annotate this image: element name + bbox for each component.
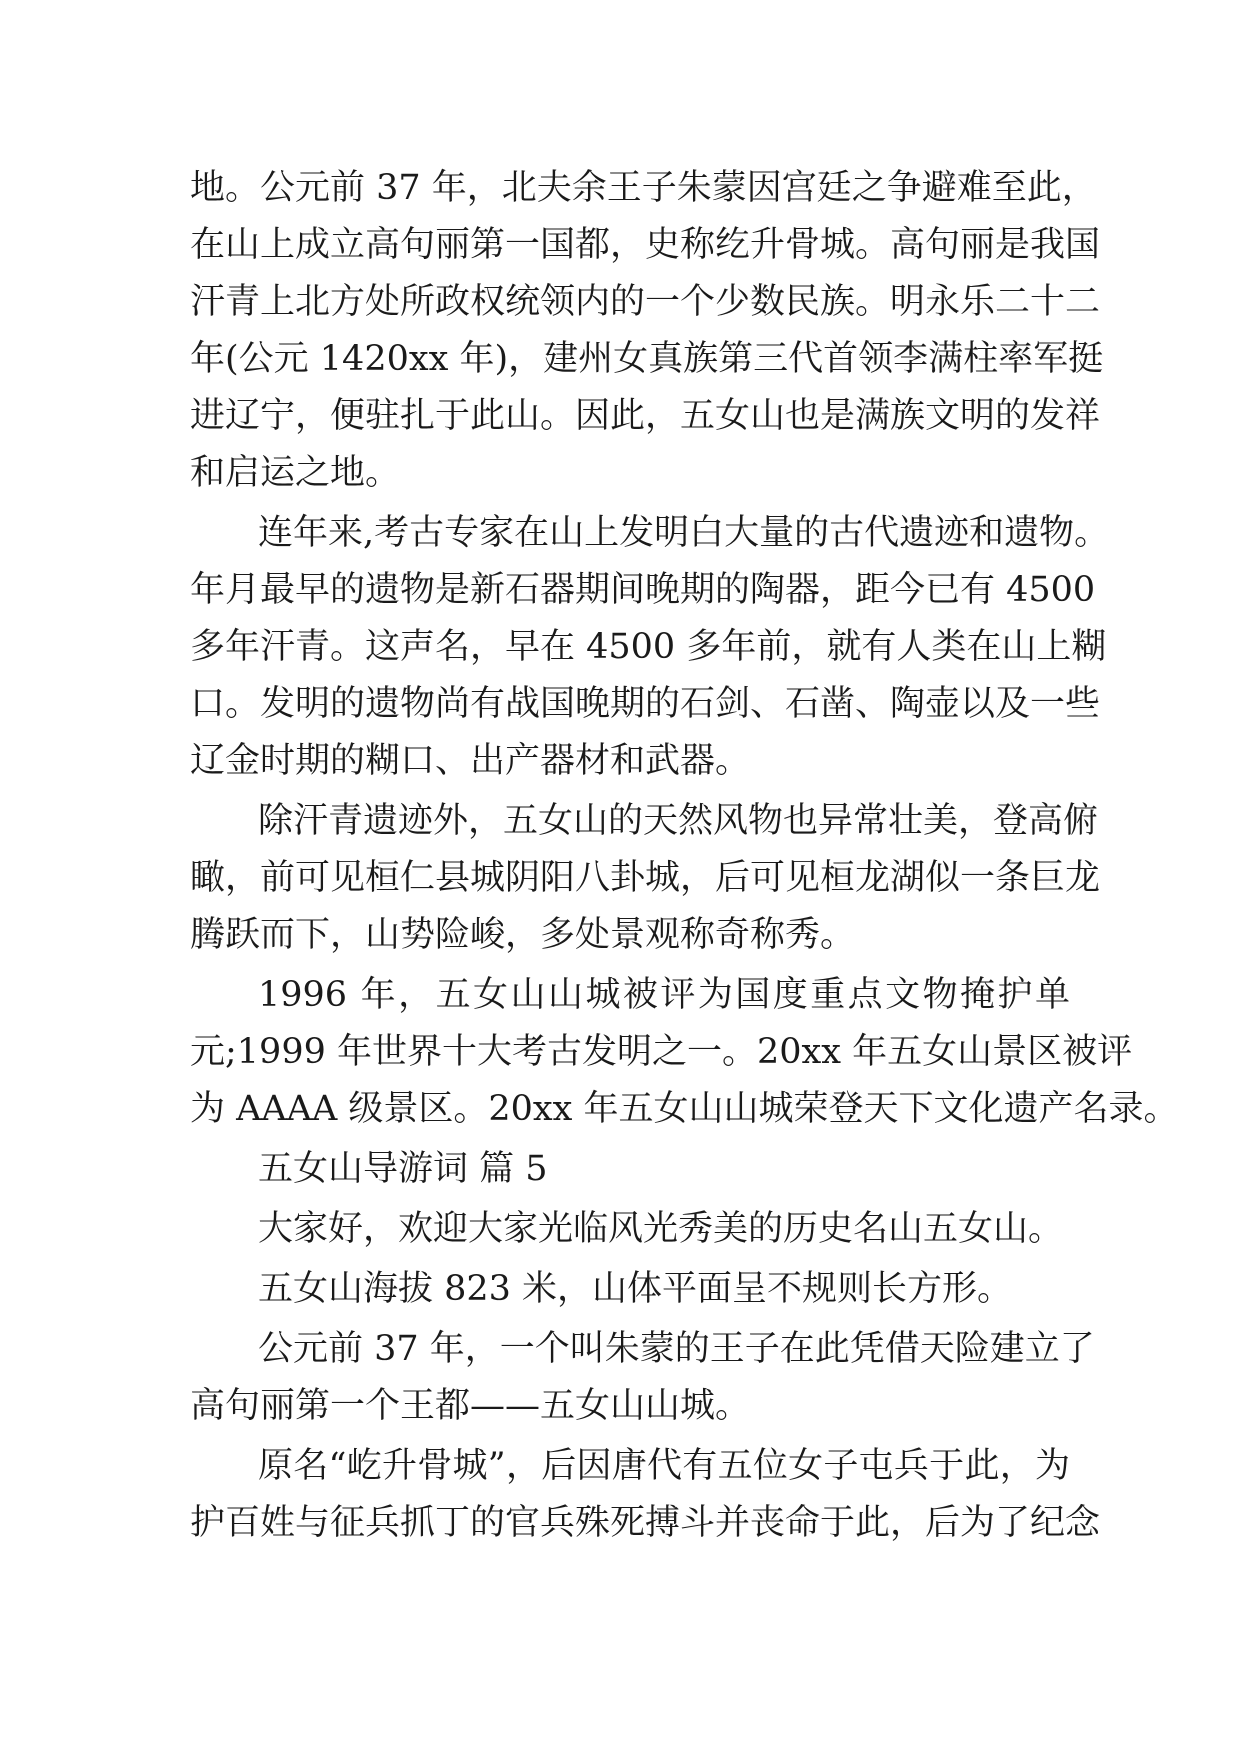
- paragraph-1-line-3: 汗青上北方处所政权统领内的一个少数民族。明永乐二十二: [190, 282, 1101, 322]
- paragraph-7-line-2: 高句丽第一个王都——五女山山城。: [190, 1386, 751, 1426]
- paragraph-4-line-3: 为 AAAA 级景区。20xx 年五女山山城荣登天下文化遗产名录。: [190, 1089, 1179, 1129]
- paragraph-1-line-2: 在山上成立高句丽第一国都，史称纥升骨城。高句丽是我国: [190, 225, 1101, 265]
- paragraph-4-line-1: 1996 年，五女山山城被评为国度重点文物掩护单: [258, 975, 1070, 1015]
- paragraph-1-line-5: 进辽宁，便驻扎于此山。因此，五女山也是满族文明的发祥: [190, 396, 1101, 436]
- paragraph-3-line-2: 瞰，前可见桓仁县城阴阳八卦城，后可见桓龙湖似一条巨龙: [190, 858, 1101, 898]
- paragraph-2-line-2: 年月最早的遗物是新石器期间晚期的陶器，距今已有 4500: [190, 570, 1096, 610]
- paragraph-8-line-1: 原名“屹升骨城”，后因唐代有五位女子屯兵于此，为: [258, 1446, 1070, 1486]
- paragraph-1-line-6: 和启运之地。: [190, 453, 401, 493]
- paragraph-2-line-3: 多年汗青。这声名，早在 4500 多年前，就有人类在山上糊: [190, 627, 1107, 667]
- paragraph-3-line-3: 腾跃而下，山势险峻，多处景观称奇称秀。: [190, 915, 856, 955]
- paragraph-2-line-5: 辽金时期的糊口、出产器材和武器。: [190, 741, 751, 781]
- paragraph-8-line-2: 护百姓与征兵抓丁的官兵殊死搏斗并丧命于此，后为了纪念: [190, 1503, 1101, 1543]
- paragraph-2-line-4: 口。发明的遗物尚有战国晚期的石剑、石凿、陶壶以及一些: [190, 684, 1101, 724]
- paragraph-1-line-4: 年(公元 1420xx 年)，建州女真族第三代首领李满柱率军挺: [190, 339, 1104, 379]
- paragraph-3-line-1: 除汗青遗迹外，五女山的天然风物也异常壮美，登高俯: [258, 801, 1099, 841]
- paragraph-1-line-1: 地。公元前 37 年，北夫余王子朱蒙因宫廷之争避难至此，: [190, 168, 1097, 208]
- paragraph-5: 大家好，欢迎大家光临风光秀美的历史名山五女山。: [258, 1209, 1064, 1249]
- paragraph-4-line-2: 元;1999 年世界十大考古发明之一。20xx 年五女山景区被评: [190, 1032, 1133, 1072]
- paragraph-7-line-1: 公元前 37 年，一个叫朱蒙的王子在此凭借天险建立了: [258, 1329, 1095, 1369]
- paragraph-2-line-1: 连年来,考古专家在山上发明白大量的古代遗迹和遗物。: [258, 513, 1110, 553]
- paragraph-6: 五女山海拔 823 米，山体平面呈不规则长方形。: [258, 1269, 1013, 1309]
- section-heading: 五女山导游词 篇 5: [258, 1149, 548, 1189]
